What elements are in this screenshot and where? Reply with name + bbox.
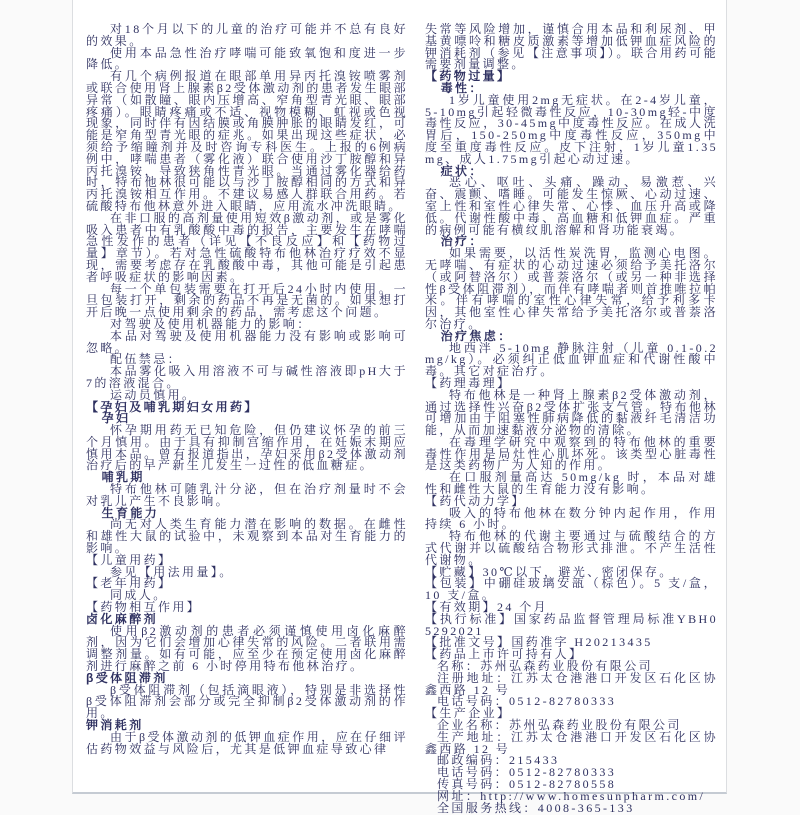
section-header: 【有效期】24 个月 [425, 600, 549, 615]
subsection-header: β受体阻滞剂 [86, 670, 168, 685]
subsection-header: 哺乳期 [101, 470, 145, 485]
paragraph: 特布他林的代谢主要通过与硫酸结合的方式代谢并以硫酸结合物形式排泄。不产生活性代谢物。 [425, 529, 718, 567]
section-header: 【执行标准】国家药品监督管理局标准YBH05292021 [425, 611, 718, 638]
subsection-header: 卤化麻醉剂 [86, 611, 159, 626]
paragraph: 配伍禁忌： [110, 352, 183, 367]
section-header: 【批准文号】国药准字 H20213435 [425, 635, 653, 650]
section-header: 【包装】中硼硅玻璃安瓿（棕色）。5 支/盒，10 支/盒。 [425, 576, 718, 603]
paragraph: 在非口服的高剂量使用短效β激动剂，或是雾化吸入患者中有乳酸酸中毒的报告，主要发生在哮喘急性发作的患者（详见【不良反应】和【药物过量】章节）。若对急性硫酸特布他林治疗疗效不显现，需要考虑存在乳酸酸中毒，其他可能是引起患者呼吸症状的影响因素。 [86, 210, 408, 284]
section-header: 【儿童用药】 [86, 552, 173, 567]
section-header: 【生产企业】 [425, 706, 512, 721]
subsection-header: 生育能力 [101, 505, 160, 520]
paragraph: 网址：http://www.homesunpharm.com/ [437, 788, 706, 803]
leaflet-right-column [425, 24, 718, 814]
paragraph: 失常等风险增加，谨慎合用本品和利尿剂、甲基黄嘌呤和糖皮质激素等增加低钾血症风险的钾消耗剂（参见【注意事项】）。联合用药可能需要剂量调整。 [425, 22, 718, 72]
subsection-header: 孕妇 [101, 411, 131, 426]
leaflet-page [72, 0, 727, 815]
paragraph: 传真号码：0512-82780558 [437, 777, 617, 791]
paragraph: 企业名称：苏州弘森药业股份有限公司 [437, 718, 682, 733]
paragraph: 尚无对人类生育能力潜在影响的数据。在雌性和雄性大鼠的试验中，未观察到本品对生育能力的影响。 [86, 517, 408, 556]
paragraph: 注册地址：江苏太仓港港口开发区石化区协鑫西路 12 号 [425, 670, 718, 697]
paragraph: 在口服剂量高达 50mg/kg 时，本品对雄性和雌性大鼠的生育能力没有影响。 [425, 470, 718, 497]
paragraph: 对18个月以下的儿童的治疗可能并不总有良好的效果。 [86, 22, 408, 48]
paragraph: 本品对驾驶及使用机器能力没有影响或影响可忽略。 [86, 328, 408, 355]
section-header: 【贮藏】30℃以下，避光、密闭保存。 [425, 564, 674, 579]
paragraph: 使用β2激动剂的患者必须谨慎使用卤化麻醉剂，因为它们会增加心律失常的风险。二者联用需调整剂量。如有可能，应至少在预定使用卤化麻醉剂进行麻醉之前 6 小时停用特布他林治疗。 [86, 623, 408, 674]
paragraph: 生产地址：江苏太仓港港口开发区石化区协鑫西路 12 号 [425, 729, 718, 756]
paragraph: 由于β受体激动剂的低钾血症作用，应在仔细评估药物效益与风险后，尤其是低钾血症导致心律 [86, 729, 408, 756]
paragraph: 吸入的特布他林在数分钟内起作用，作用持续 6 小时。 [425, 505, 718, 532]
paragraph: 如果需要，以活性炭洗胃，监测心电图。无哮喘、有症状的心动过速必须给予美托洛尔（或阿替洛尔）或普萘洛尔（或另一种非选择性β受体阻滞剂），而伴有哮喘者则首推唯拉帕米。伴有哮喘的室性心律失常，给予利多卡因，其他室性心律失常给予美托洛尔或普萘洛尔治疗。 [425, 246, 718, 331]
section-header: 【药理毒理】 [425, 375, 512, 390]
paragraph: 怀孕期用药无已知危险，但仍建议怀孕的前三个月慎用。由于具有抑制宫缩作用，在妊娠末期应慎用本品。曾有报道指出，孕妇采用β2受体激动剂治疗后的早产新生儿发生一过性的低血糖症。 [86, 423, 408, 473]
paragraph: 名称：苏州弘森药业股份有限公司 [437, 659, 654, 674]
paragraph: 对驾驶及使用机器能力的影响： [110, 316, 312, 331]
section-header: 【老年用药】 [86, 576, 173, 591]
paragraph: 全国服务热线：4008-365-133 [437, 800, 635, 815]
section-header: 【孕妇及哺乳期妇女用药】 [86, 399, 259, 414]
paragraph: 特布他林是一种肾上腺素β2受体激动剂，通过选择性兴奋β2受体扩张支气管。特布他林可增加由于阻塞性肺病降低的黏液纤毛清洁功能，从而加速黏液分泌物的清除。 [425, 387, 718, 438]
paragraph: 有几个病例报道在眼部单用异丙托溴铵喷雾剂或联合使用肾上腺素β2受体激动剂的患者发生眼部异常（如散瞳、眼内压增高、窄角型青光眼、眼部疼痛）。眼睛疼痛或不适、视物模糊、虹视或色视现象，同时伴有因结膜或角膜肿胀的眼睛发红，可能是窄角型青光眼的症兆。如果出现这些症状，必须给予缩瞳剂并及时咨询专科医生。上报的6例病例中，哮喘患者（雾化液）联合使用沙丁胺醇和异丙托溴铵，导致狭角性青光眼。当通过雾化器给药时，特布他林很可能以与沙丁胺醇相同的方式和异丙托溴铵相互作用。不建议易感人群联合用药。若硫酸特布他林意外进入眼睛，应用流水冲洗眼睛。 [86, 69, 408, 213]
leaflet-left-column [86, 24, 408, 755]
subsection-header: 治疗： [440, 234, 484, 249]
paragraph: 运动员慎用。 [110, 387, 197, 402]
section-header: 【药代动力学】 [425, 493, 526, 508]
paragraph: 1岁儿童使用2mg无症状。在2-4岁儿童，5-10mg引起轻微毒性反应，10-30mg轻-中度毒性反应，30-45mg中度毒性反应。在成人洗胃后，150-250mg中度毒性反应，350mg中度至重度毒性反应。皮下注射，1岁儿童1.35mg、成人1.75mg引起心动过速。 [425, 92, 718, 166]
subsection-header: 毒性： [440, 80, 484, 95]
paragraph: 恶心、呕吐、头痛、躁动、易激惹、兴奋、震颤、嗜睡。可能发生惊厥、心动过速、室上性和室性心律失常、心悸、血压升高或降低。代谢性酸中毒、高血糖和低钾血症。严重的病例可能有横纹肌溶解和肾功能衰竭。 [425, 175, 718, 237]
paragraph: 使用本品急性治疗哮喘可能致氧饱和度进一步降低。 [86, 45, 408, 72]
subsection-header: 钾消耗剂 [86, 718, 144, 733]
paragraph: 特布他林可随乳汁分泌，但在治疗剂量时不会对乳儿产生不良影响。 [86, 482, 408, 508]
subsection-header: 症状： [440, 163, 484, 178]
section-header: 【药品上市许可持有人】 [425, 647, 584, 662]
paragraph: 每一个单包装需要在打开后24小时内使用。一旦包装打开，剩余的药品不再是无菌的。如果想打开后晚一点使用剩余的药品，需考虑这个问题。 [86, 281, 408, 320]
paragraph: 电话号码：0512-82780333 [437, 694, 617, 709]
paragraph: 参见【用法用量】。 [110, 564, 234, 579]
paragraph: 地西泮 5-10mg 静脉注射（儿童 0.1-0.2mg/kg）。必须纠正低血钾血症和代谢性酸中毒。其它对症治疗。 [425, 340, 718, 379]
paragraph: 在毒理学研究中观察到的特布他林的重要毒性作用是局灶性心肌坏死。该类型心脏毒性是这类药物广为人知的作用。 [425, 434, 718, 473]
section-header: 【药物相互作用】 [86, 600, 202, 615]
paragraph: 本品雾化吸入用溶液不可与碱性溶液即pH大于7的溶液混合。 [86, 364, 408, 390]
paragraph: 电话号码：0512-82780333 [437, 765, 617, 780]
paragraph: β受体阻滞剂（包括滴眼液），特别是非选择性β受体阻滞剂会部分或完全抑制β2受体激动剂的作用。 [86, 682, 408, 721]
subsection-header: 治疗焦虑： [440, 328, 513, 343]
paragraph: 同成人。 [110, 588, 168, 603]
paragraph: 邮政编码：215433 [437, 753, 560, 768]
section-header: 【药物过量】 [425, 69, 512, 84]
